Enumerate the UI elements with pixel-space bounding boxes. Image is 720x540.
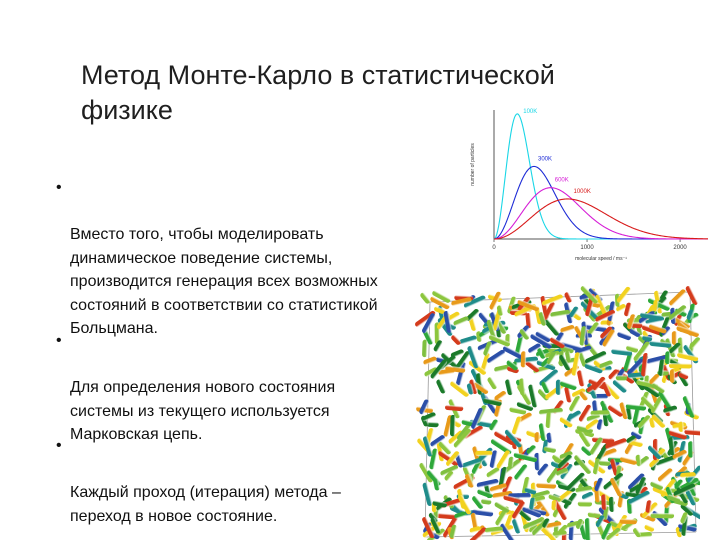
chart-x-tick-label: 2000 [673,245,687,251]
particle-cloud [414,285,700,540]
chart-x-tick-label: 1000 [580,245,594,251]
chart-x-tick-label: 0 [492,245,496,251]
chart-y-label: number of particles [470,143,476,186]
bullet-symbol: • [56,332,62,349]
chart-series-label: 1000K [573,188,591,195]
bullet-text-2: Для определения нового состояния системы из текущего используется Марковская цепь. [70,379,336,443]
bullet-symbol: • [56,437,62,454]
chart-series-line-600k [494,188,708,239]
particle-simulation-image [400,262,700,540]
chart-series-line-300k [494,166,708,239]
chart-series-line-1000k [494,199,708,239]
slide-title: Метод Монте-Карло в статистической физике [81,60,555,126]
bullet-text-1: Вместо того, чтобы моделировать динамическое поведение системы, производится генерация всех возможных состояний в соответствии со статистикой Больцмана. [70,226,378,337]
chart-series-line-100k [494,114,708,239]
chart-series-label: 600K [554,177,569,184]
bullet-text-3: Каждый проход (итерация) метода – переход в новое состояние. [70,484,341,525]
bullet-symbol: • [56,179,62,196]
chart-series-label: 300K [538,156,553,163]
maxwell-boltzmann-chart [464,104,720,264]
chart-x-label: molecular speed / ms⁻¹ [575,256,627,262]
chart-series-label: 100K [523,108,538,115]
